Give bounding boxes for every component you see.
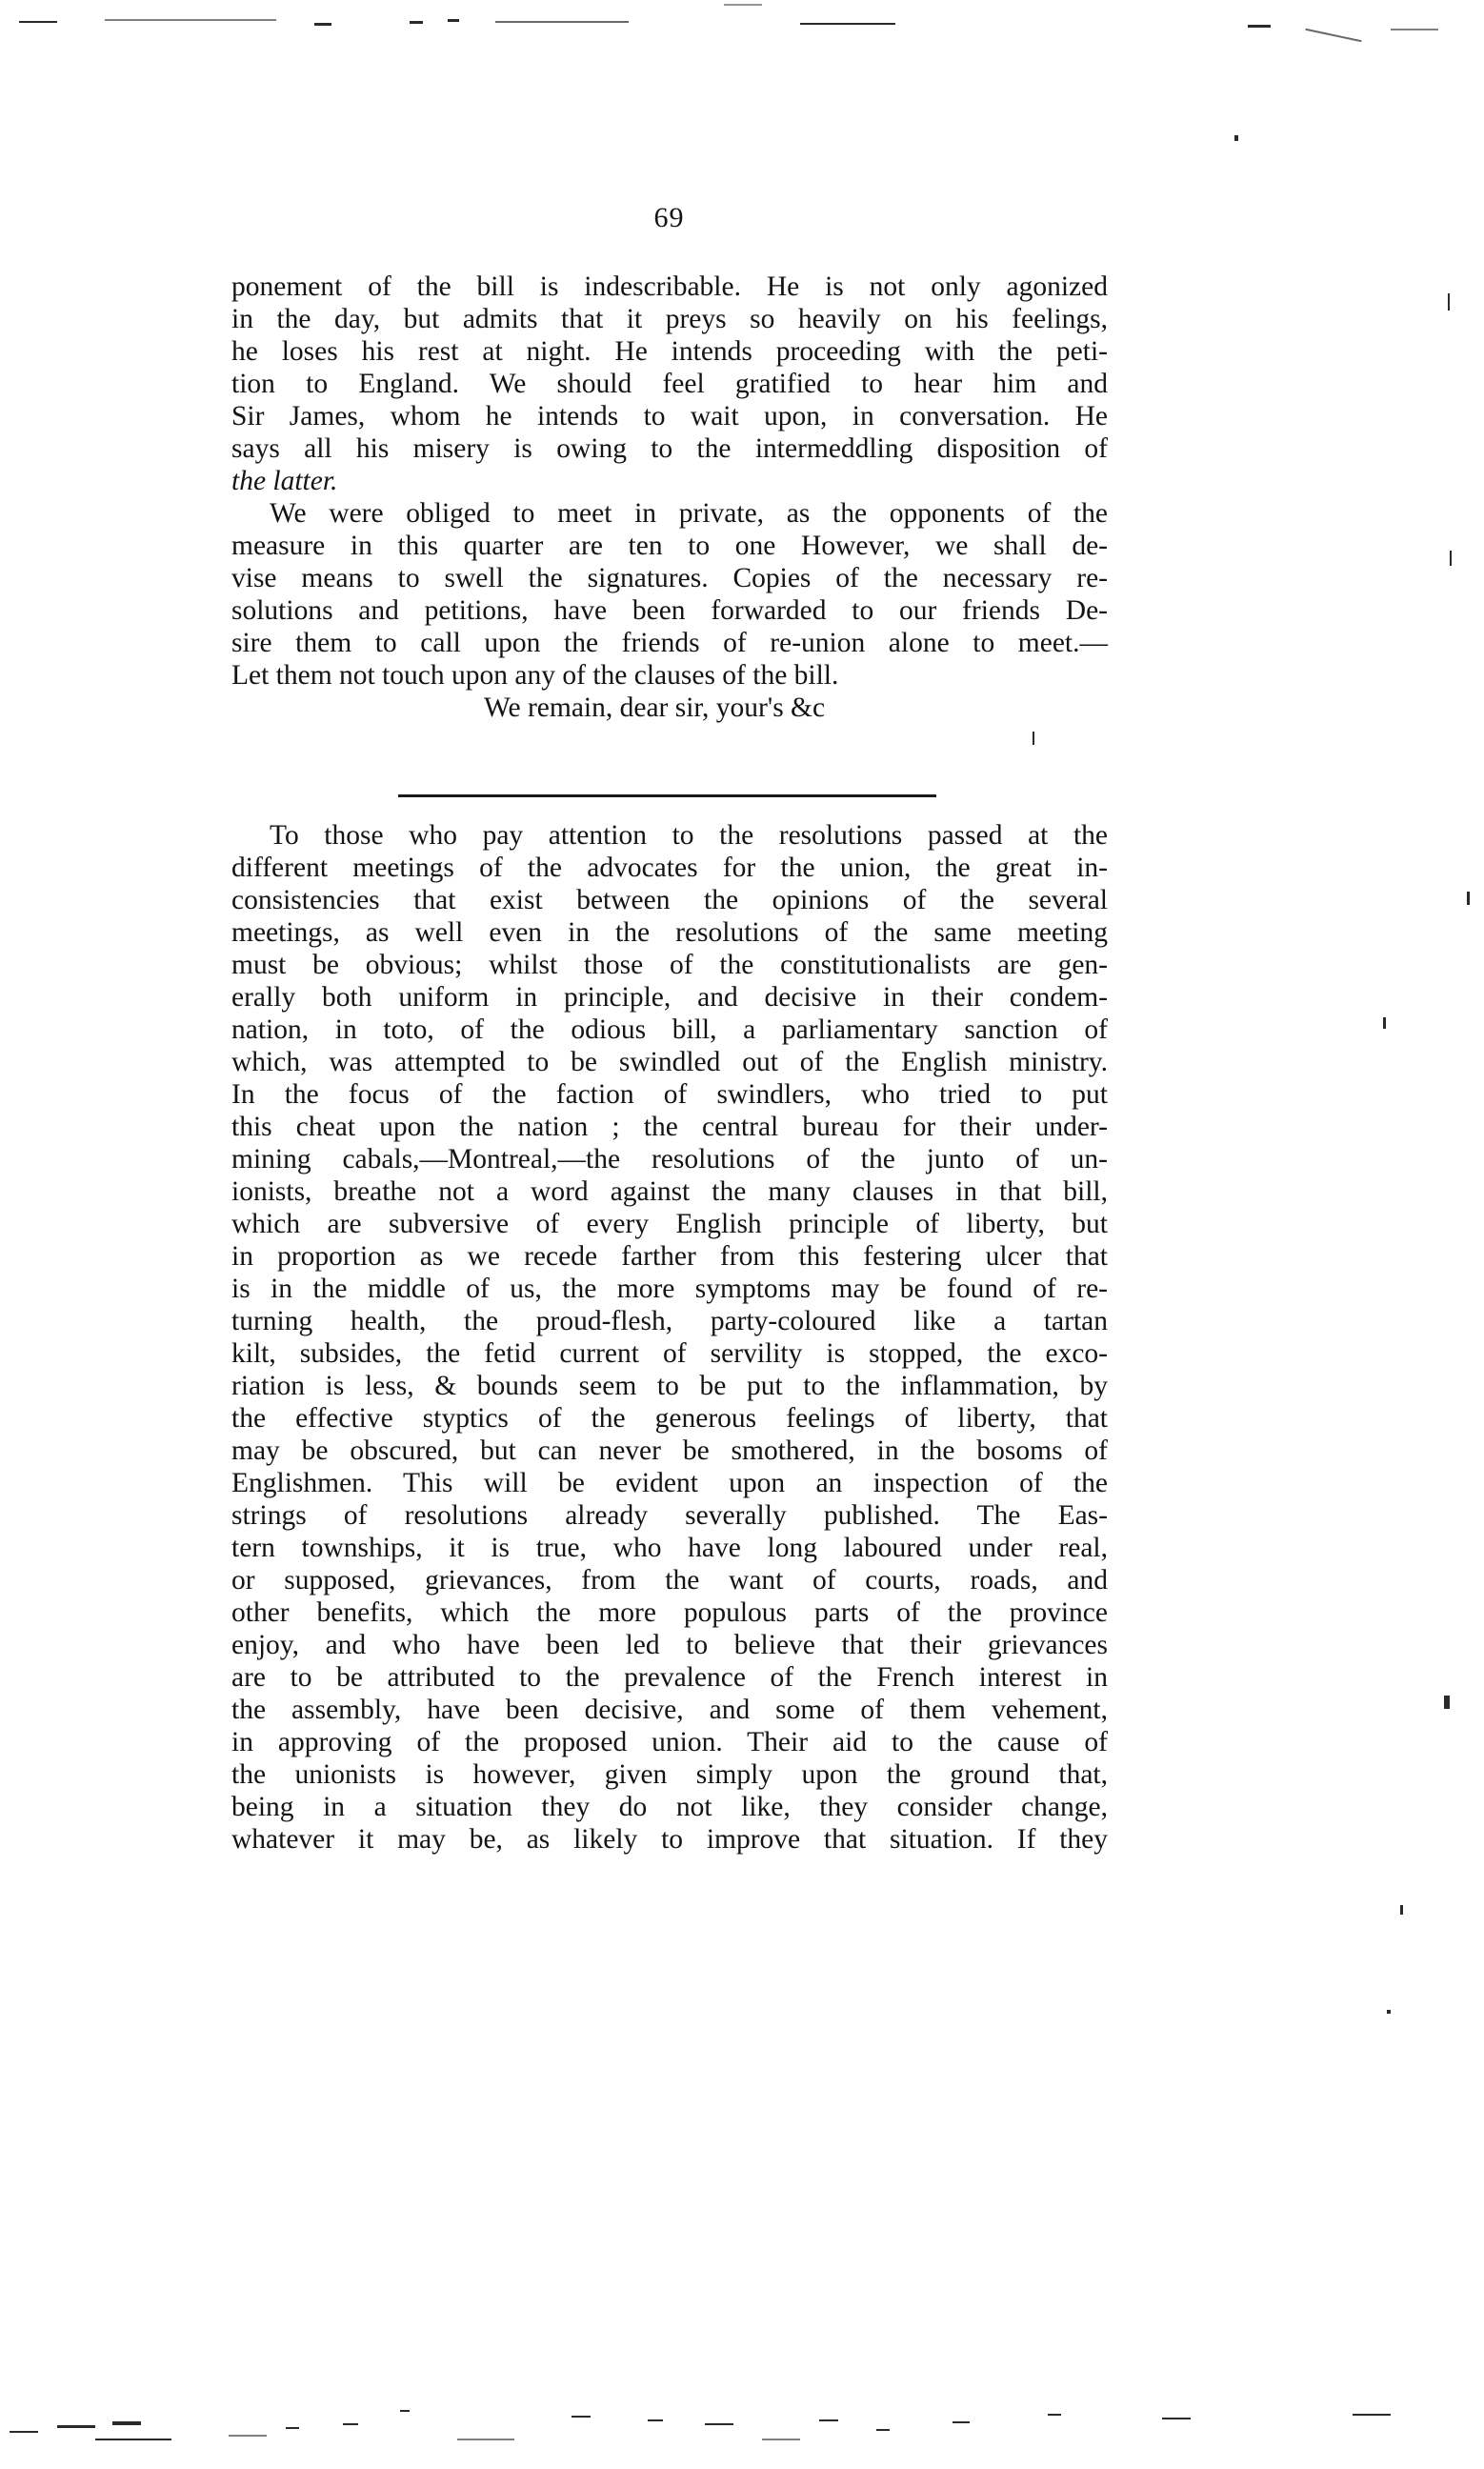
essay-line: kilt, subsides, the fetid current of servility is stopped, the exco- bbox=[231, 1338, 1108, 1369]
margin-mark bbox=[1450, 551, 1452, 566]
essay-line: different meetings of the advocates for the union, the great in- bbox=[231, 853, 1108, 883]
letter-line: solutions and petitions, have been forwarded to our friends De- bbox=[231, 595, 1108, 626]
essay-line: consistencies that exist between the opinions of the several bbox=[231, 885, 1108, 915]
essay-line: In the focus of the faction of swindlers, who tried to put bbox=[231, 1079, 1108, 1110]
essay-line: To those who pay attention to the resolutions passed at the bbox=[270, 820, 1108, 851]
letter-line: the latter. bbox=[231, 466, 338, 496]
essay-line: the assembly, have been decisive, and some of them vehement, bbox=[231, 1695, 1108, 1725]
essay-line: or supposed, grievances, from the want of courts, roads, and bbox=[231, 1565, 1108, 1596]
scan-noise-top bbox=[0, 0, 1484, 76]
margin-mark bbox=[1234, 135, 1238, 141]
essay-line: other benefits, which the more populous parts of the province bbox=[231, 1597, 1108, 1628]
essay-line: are to be attributed to the prevalence of the French interest in bbox=[231, 1662, 1108, 1693]
essay-line: enjoy, and who have been led to believe that their grievances bbox=[231, 1630, 1108, 1660]
essay-line: whatever it may be, as likely to improve that situation. If they bbox=[231, 1824, 1108, 1855]
essay-line: being in a situation they do not like, they consider change, bbox=[231, 1792, 1108, 1822]
essay-line: mining cabals,—Montreal,—the resolutions of the junto of un- bbox=[231, 1144, 1108, 1174]
letter-line: in the day, but admits that it preys so heavily on his feelings, bbox=[231, 304, 1108, 334]
essay-line: turning health, the proud-flesh, party-coloured like a tartan bbox=[231, 1306, 1108, 1336]
letter-line: sire them to call upon the friends of re-union alone to meet.— bbox=[231, 628, 1108, 658]
letter-line: says all his misery is owing to the intermeddling disposition of bbox=[231, 433, 1108, 464]
letter-section bbox=[231, 271, 1108, 724]
margin-mark bbox=[1383, 1017, 1386, 1029]
essay-line: erally both uniform in principle, and decisive in their condem- bbox=[231, 982, 1108, 1013]
essay-line: tern townships, it is true, who have long laboured under real, bbox=[231, 1533, 1108, 1563]
essay-section bbox=[231, 819, 1108, 1856]
margin-mark bbox=[1448, 293, 1450, 311]
essay-line: meetings, as well even in the resolutions of the same meeting bbox=[231, 917, 1108, 948]
essay-line: in approving of the proposed union. Their aid to the cause of bbox=[231, 1727, 1108, 1757]
margin-mark bbox=[1400, 1905, 1403, 1915]
essay-line: nation, in toto, of the odious bill, a parliamentary sanction of bbox=[231, 1014, 1108, 1045]
essay-line: the unionists is however, given simply upon the ground that, bbox=[231, 1759, 1108, 1790]
letter-closing: We remain, dear sir, your's &c bbox=[484, 693, 826, 723]
letter-line: tion to England. We should feel gratified to hear him and bbox=[231, 369, 1108, 399]
margin-mark bbox=[1444, 1696, 1450, 1709]
letter-line: vise means to swell the signatures. Copies of the necessary re- bbox=[231, 563, 1108, 593]
page-number: 69 bbox=[653, 202, 685, 233]
essay-line: which, was attempted to be swindled out of the English ministry. bbox=[231, 1047, 1108, 1077]
essay-line: the effective styptics of the generous feelings of liberty, that bbox=[231, 1403, 1108, 1434]
letter-line: he loses his rest at night. He intends proceeding with the peti- bbox=[231, 336, 1108, 367]
essay-line: Englishmen. This will be evident upon an inspection of the bbox=[231, 1468, 1108, 1498]
essay-line: may be obscured, but can never be smothered, in the bosoms of bbox=[231, 1435, 1108, 1466]
letter-line: Let them not touch upon any of the clauses of the bill. bbox=[231, 660, 839, 691]
letter-line: ponement of the bill is indescribable. He is not only agonized bbox=[231, 271, 1108, 302]
margin-mark bbox=[1467, 892, 1470, 905]
margin-mark bbox=[1387, 2010, 1391, 2014]
letter-line: Sir James, whom he intends to wait upon, in conversation. He bbox=[231, 401, 1108, 432]
letter-line: measure in this quarter are ten to one However, we shall de- bbox=[231, 531, 1108, 561]
essay-line: which are subversive of every English principle of liberty, but bbox=[231, 1209, 1108, 1239]
margin-mark bbox=[1033, 732, 1034, 745]
essay-line: is in the middle of us, the more symptoms may be found of re- bbox=[231, 1274, 1108, 1304]
section-divider bbox=[398, 794, 936, 797]
essay-line: riation is less, & bounds seem to be put to the inflammation, by bbox=[231, 1371, 1108, 1401]
essay-line: must be obvious; whilst those of the constitutionalists are gen- bbox=[231, 950, 1108, 980]
essay-line: in proportion as we recede farther from this festering ulcer that bbox=[231, 1241, 1108, 1272]
essay-line: strings of resolutions already severally published. The Eas- bbox=[231, 1500, 1108, 1531]
essay-line: this cheat upon the nation ; the central bureau for their under- bbox=[231, 1112, 1108, 1142]
scan-noise-bottom bbox=[0, 2381, 1484, 2469]
letter-line: We were obliged to meet in private, as the opponents of the bbox=[270, 498, 1108, 529]
essay-line: ionists, breathe not a word against the many clauses in that bill, bbox=[231, 1176, 1108, 1207]
